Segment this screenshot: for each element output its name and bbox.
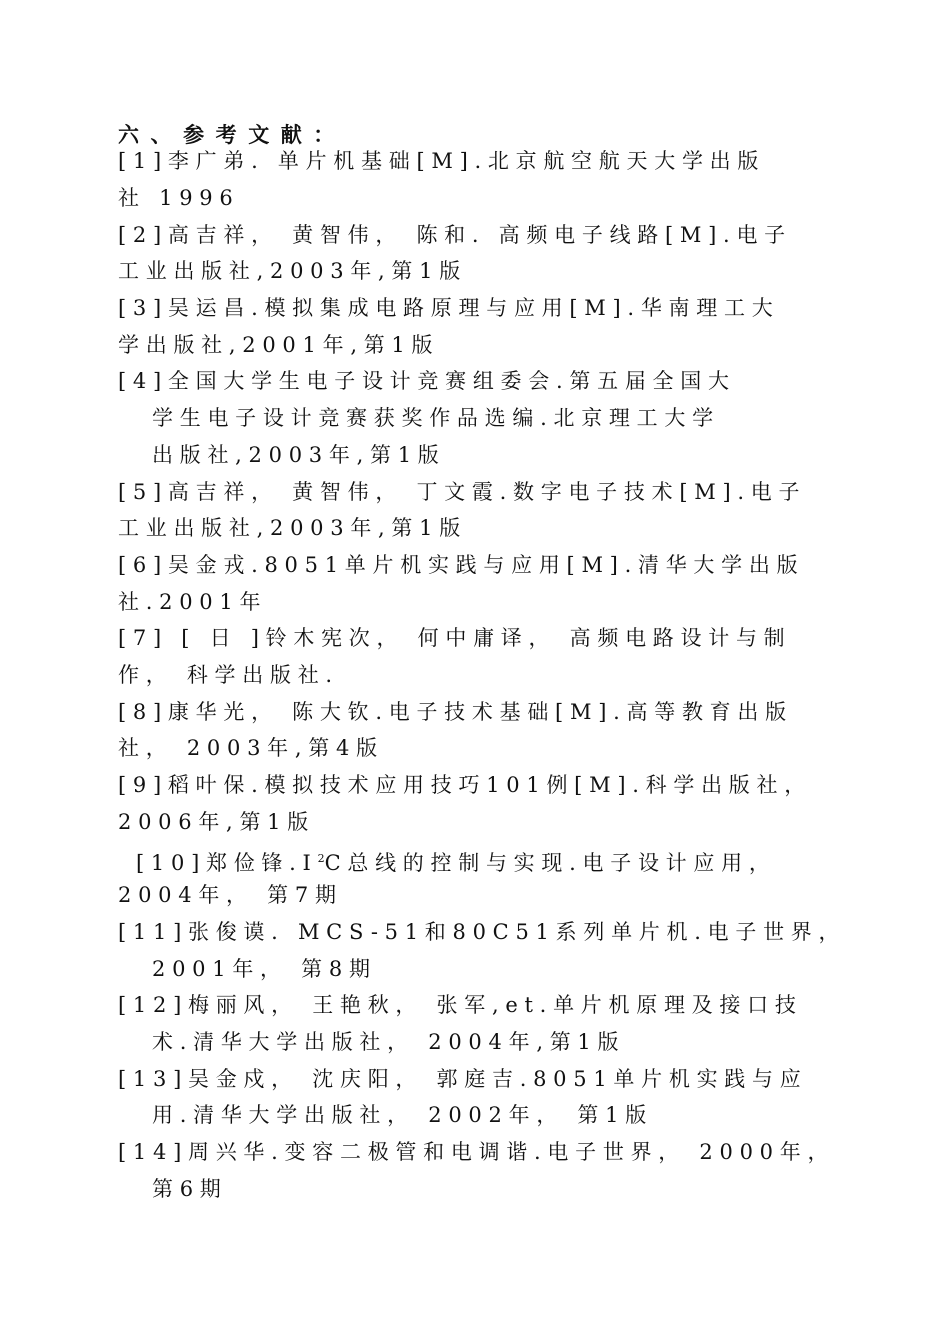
reference-5-line-2: 工业出版社,2003年,第1版	[118, 516, 467, 540]
reference-7-line-1: [7] [ 日 ]铃木宪次， 何中庸译， 高频电路设计与制	[118, 626, 792, 650]
reference-9-line-1: [9]稻叶保.模拟技术应用技巧101例[M].科学出版社，	[118, 773, 812, 797]
reference-10-part-a: [10]郑俭锋.I	[136, 851, 318, 875]
reference-6-line-1: [6]吴金戎.8051单片机实践与应用[M].清华大学出版	[118, 553, 805, 577]
reference-1-line-1: [1]李广弟. 单片机基础[M].北京航空航天大学出版	[118, 149, 766, 173]
reference-11-line-2: 2001年， 第8期	[152, 957, 377, 981]
superscript-two: 2	[317, 852, 325, 865]
reference-8-line-2: 社， 2003年,第4版	[118, 736, 384, 760]
reference-4-line-3: 出版社,2003年,第1版	[152, 443, 446, 467]
reference-3-line-1: [3]吴运昌.模拟集成电路原理与应用[M].华南理工大	[118, 296, 780, 320]
reference-6-line-2: 社.2001年	[118, 590, 268, 614]
reference-5-line-1: [5]高吉祥， 黄智伟， 丁文霞.数字电子技术[M].电子	[118, 480, 807, 504]
reference-1-line-2: 社 1996	[118, 186, 240, 210]
reference-13-line-2: 用.清华大学出版社， 2002年， 第1版	[152, 1103, 653, 1127]
reference-3-line-2: 学出版社,2001年,第1版	[118, 333, 440, 357]
reference-8-line-1: [8]康华光， 陈大钦.电子技术基础[M].高等教育出版	[118, 700, 793, 724]
reference-14-line-2: 第6期	[152, 1177, 228, 1201]
reference-10-line-1	[136, 845, 777, 877]
reference-4-line-1: [4]全国大学生电子设计竞赛组委会.第五届全国大	[118, 369, 736, 393]
section-heading: 六、参考文献：	[118, 122, 346, 147]
reference-2-line-2: 工业出版社,2003年,第1版	[118, 259, 467, 283]
reference-12-line-2: 术.清华大学出版社， 2004年,第1版	[152, 1030, 626, 1054]
reference-12-line-1: [12]梅丽风， 王艳秋， 张军,et.单片机原理及接口技	[118, 993, 803, 1017]
reference-7-line-2: 作， 科学出版社.	[118, 663, 339, 687]
reference-4-line-2: 学生电子设计竞赛获奖作品选编.北京理工大学	[152, 406, 720, 430]
reference-9-line-2: 2006年,第1版	[118, 810, 315, 834]
reference-13-line-1: [13]吴金戍， 沈庆阳， 郭庭吉.8051单片机实践与应	[118, 1067, 808, 1091]
reference-10-line-2: 2004年， 第7期	[118, 883, 343, 907]
reference-2-line-1: [2]高吉祥， 黄智伟， 陈和. 高频电子线路[M].电子	[118, 223, 792, 247]
reference-11-line-1: [11]张俊谟. MCS-51和80C51系列单片机.电子世界，	[118, 920, 847, 944]
reference-14-line-1: [14]周兴华.变容二极管和电调谐.电子世界， 2000年，	[118, 1140, 836, 1164]
reference-10-part-b: C总线的控制与实现.电子设计应用，	[324, 851, 777, 875]
